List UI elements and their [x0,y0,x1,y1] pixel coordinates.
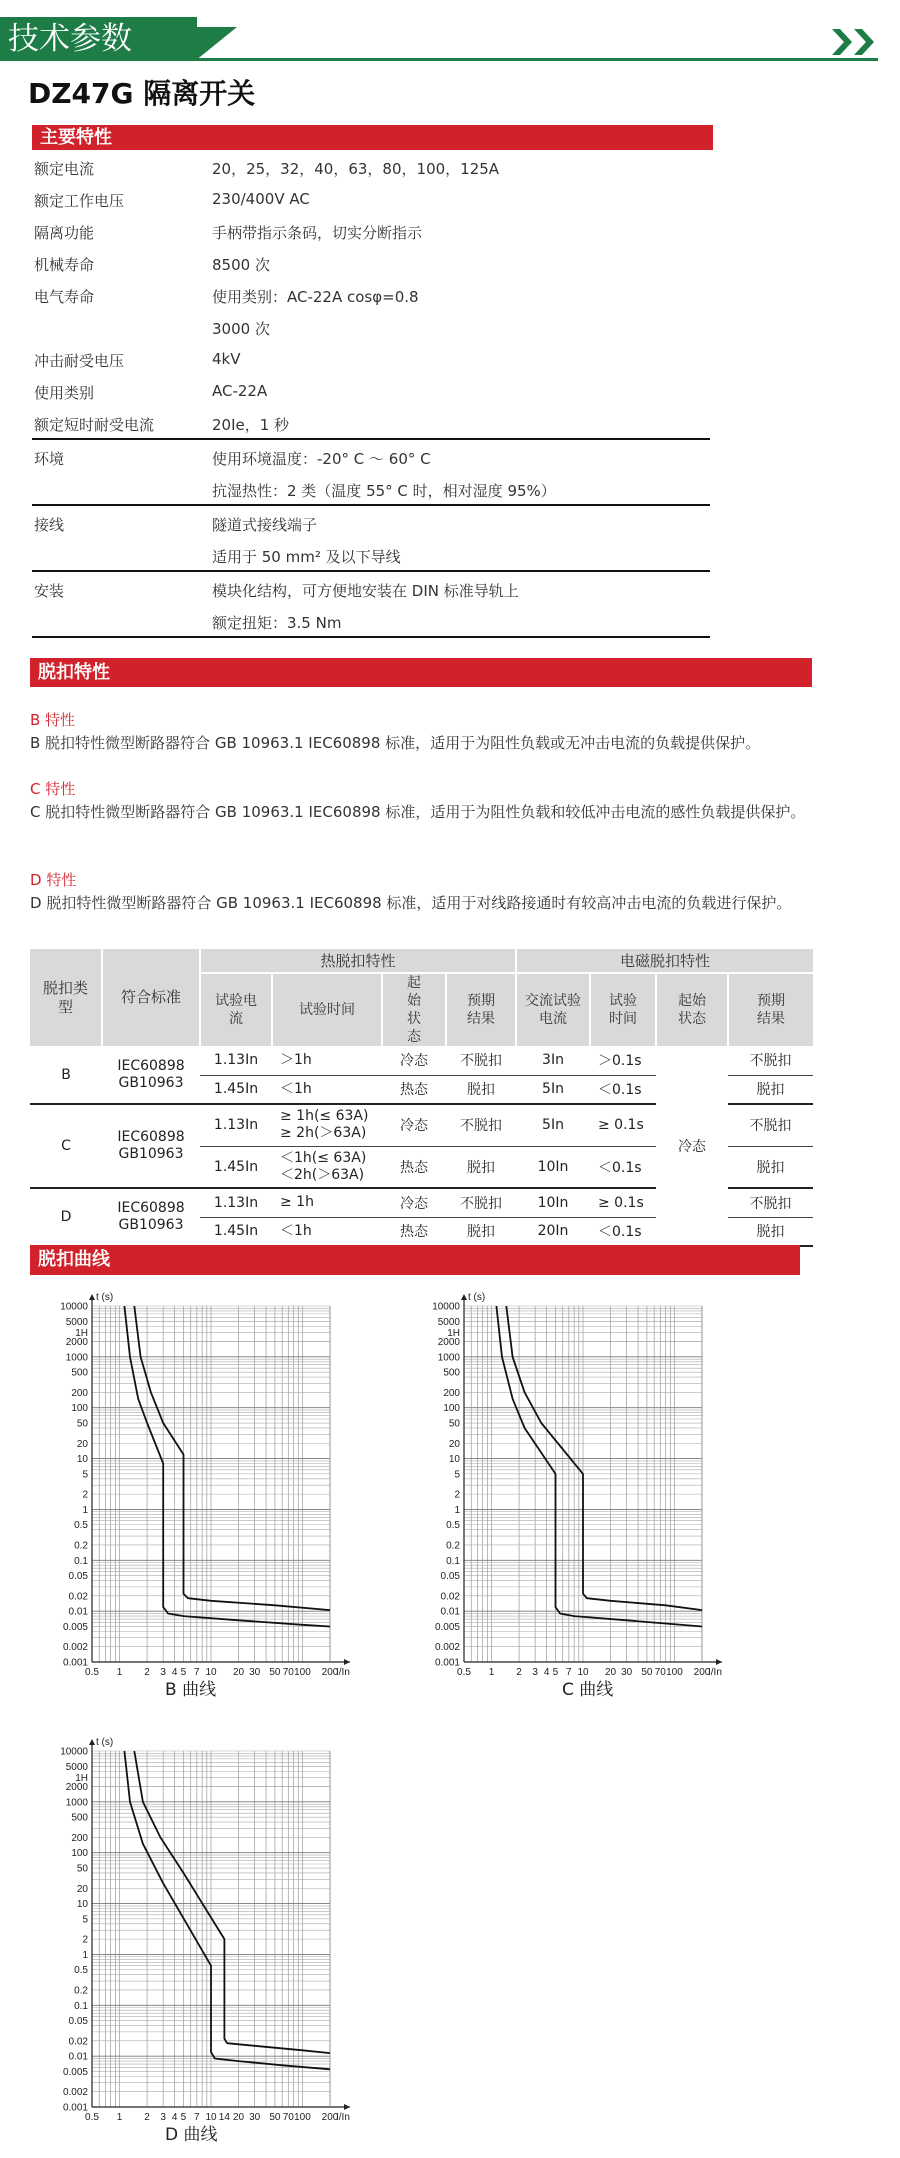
x-tick-label: 30 [621,1667,633,1678]
x-tick-label: 10 [205,1667,217,1678]
trip-curves-heading: 脱扣曲线 [30,1245,800,1275]
trip-characteristics-heading: 脱扣特性 [30,658,812,687]
x-tick-label: 4 [171,2112,178,2123]
type-cell: C [30,1104,102,1188]
y-tick-label: 0.2 [74,1985,88,1997]
x-tick-label: 5 [180,1667,187,1678]
trip-table [30,949,813,1247]
y-tick-label: 0.05 [440,1571,460,1583]
y-tick-label: 0.001 [62,2102,88,2114]
sub-header: 交流试验电流 [516,973,590,1046]
spec-label: 安装 [34,582,65,600]
spec-label: 隔离功能 [34,224,95,242]
y-tick-label: 10000 [432,1301,460,1313]
spec-value: 8500 次 [212,256,270,274]
ac-test-current-cell: 20In [516,1217,590,1246]
start-state-cell: 冷态 [382,1104,446,1146]
y-tick-label: 0.05 [68,1571,88,1583]
x-tick-label: 20 [232,2112,245,2123]
x-tick-label: 1 [116,2112,123,2123]
main-features-heading: 主要特性 [32,125,713,150]
spec-label: 冲击耐受电压 [34,352,125,370]
mag-result-cell: 脱扣 [728,1217,813,1246]
spec-label: 使用类别 [34,384,95,402]
ac-test-current-cell: 5In [516,1075,590,1104]
spec-row [32,604,710,636]
y-tick-label: 0.002 [62,2087,88,2099]
y-tick-label: 200 [71,1387,88,1399]
result-cell: 脱扣 [446,1217,516,1246]
y-tick-label: 200 [443,1387,460,1399]
y-tick-label: 5 [82,1914,88,1926]
y-tick-label: 20 [76,1438,88,1450]
trip-b-text: B 脱扣特性微型断路器符合 GB 10963.1 IEC60898 标准，适用于为阻性负载或无冲击电流的负载提供保护。 [30,734,761,752]
y-tick-label: 50 [448,1418,460,1430]
c-curve-title: C 曲线 [562,1680,614,1700]
spec-value: 模块化结构，可方便地安装在 DIN 标准导轨上 [212,582,519,600]
spec-value: 适用于 50 mm² 及以下导线 [212,548,401,566]
spec-row [32,342,710,374]
x-tick-label: 100 [294,1667,311,1678]
x-tick-label: 3 [532,1667,538,1678]
x-tick-label: 200 [321,2112,339,2123]
sub-header: 预期结果 [728,973,813,1046]
mag-result-cell: 不脱扣 [728,1046,813,1075]
ac-test-current-cell: 3In [516,1046,590,1075]
tab-corner [195,27,237,61]
y-tick-label: 1 [82,1949,88,1961]
test-current-cell: 1.45In [200,1075,272,1104]
trip-d-text: D 脱扣特性微型断路器符合 GB 10963.1 IEC60898 标准，适用于对线路接通时有较高冲击电流的负载进行保护。 [30,894,792,912]
d-curve-title: D 曲线 [165,2125,218,2145]
spec-row [32,246,710,278]
x-axis-label: I/In [708,1667,722,1678]
trip-curve-line [506,1306,702,1610]
x-tick-label: 5 [180,2112,187,2123]
trip-b-title: B 特性 [30,711,76,729]
x-axis-arrow [344,1659,350,1665]
mag-test-time-cell: ≥ 0.1s [590,1104,656,1146]
sub-header: 起始状态 [656,973,728,1046]
y-tick-label: 2 [82,1489,88,1501]
x-tick-label: 2 [144,1667,150,1678]
y-tick-label: 5 [454,1469,460,1481]
y-tick-label: 100 [443,1403,460,1415]
y-tick-label: 0.01 [68,2051,88,2063]
spec-row [32,406,710,438]
spec-row [32,278,710,310]
spec-value: 额定扭矩：3.5 Nm [212,614,342,632]
x-tick-label: 0.5 [85,1667,99,1678]
y-tick-label: 100 [71,1403,88,1415]
start-state-cell: 热态 [382,1075,446,1104]
y-axis-label: t (s) [96,1737,114,1748]
sub-header: 试验时间 [590,973,656,1046]
mag-test-time-cell: ＜0.1s [590,1217,656,1246]
test-current-cell: 1.13In [200,1046,272,1075]
y-tick-label: 0.02 [68,1591,88,1603]
mag-test-time-cell: ＜0.1s [590,1075,656,1104]
type-cell: D [30,1188,102,1246]
test-current-cell: 1.13In [200,1188,272,1217]
y-tick-label: 2000 [437,1337,460,1349]
spec-value: 使用类别：AC-22A cosφ=0.8 [212,288,419,306]
x-tick-label: 200 [321,1667,339,1678]
x-tick-label: 20 [232,1667,245,1678]
start-state-cell: 热态 [382,1217,446,1246]
y-tick-label: 1 [82,1504,88,1516]
y-tick-label: 0.005 [434,1621,460,1633]
d-curve-chart [30,1735,370,2125]
b-curve-title: B 曲线 [165,1680,217,1700]
x-tick-label: 50 [269,2112,281,2123]
table-row [30,1046,813,1075]
result-cell: 不脱扣 [446,1188,516,1217]
mag-test-time-cell: ＜0.1s [590,1146,656,1188]
spec-row [32,374,710,406]
y-tick-label: 0.5 [446,1520,460,1532]
x-tick-label: 20 [604,1667,617,1678]
x-tick-label: 1 [488,1667,495,1678]
x-axis-label: I/In [336,1667,350,1678]
x-tick-label: 14 [218,2112,230,2123]
y-tick-label: 10000 [60,1746,88,1758]
header-rule [0,58,878,61]
spec-row [32,182,710,214]
spec-row [32,150,710,182]
trip-b-block [30,709,825,755]
trip-curve-line [124,1751,330,2069]
y-tick-label: 0.2 [446,1540,460,1552]
y-tick-label: 20 [76,1883,88,1895]
spec-value: AC-22A [212,382,268,400]
x-tick-label: 7 [194,1667,200,1678]
x-tick-label: 10 [577,1667,589,1678]
x-tick-label: 3 [160,2112,166,2123]
double-chevron-right-icon[interactable] [832,26,880,58]
y-tick-label: 1H [75,1328,88,1340]
x-tick-label: 70 [282,1667,294,1678]
spec-value: 抗湿热性：2 类（温度 55° C 时，相对湿度 95%） [212,482,556,500]
spec-label: 环境 [34,450,65,468]
x-tick-label: 2 [144,2112,150,2123]
x-axis-label: I/In [336,2112,350,2123]
spec-value: 230/400V AC [212,190,310,208]
spec-label: 机械寿命 [34,256,95,274]
spec-row [32,506,710,538]
x-tick-label: 200 [693,1667,711,1678]
standard-cell: IEC60898 GB10963 [102,1104,200,1188]
y-tick-label: 0.001 [434,1657,460,1669]
y-tick-label: 1000 [437,1352,460,1364]
y-axis-label: t (s) [468,1292,486,1303]
standard-cell: IEC60898 GB10963 [102,1046,200,1104]
y-tick-label: 1H [447,1328,460,1340]
y-tick-label: 1000 [65,1797,88,1809]
test-current-cell: 1.13In [200,1104,272,1146]
y-tick-label: 0.002 [62,1642,88,1654]
y-axis-label: t (s) [96,1292,114,1303]
y-tick-label: 1000 [65,1352,88,1364]
x-tick-label: 5 [552,1667,559,1678]
y-tick-label: 10000 [60,1301,88,1313]
spec-label: 额定电流 [34,160,95,178]
x-tick-label: 7 [566,1667,572,1678]
page-title: DZ47G 隔离开关 [28,77,256,110]
b-curve-chart [30,1290,370,1680]
sub-header: 起始状态 [382,973,446,1046]
spec-row [32,214,710,246]
trip-c-text: C 脱扣特性微型断路器符合 GB 10963.1 IEC60898 标准，适用于为阻性负载和较低冲击电流的感性负载提供保护。 [30,803,806,821]
x-tick-label: 2 [516,1667,522,1678]
y-tick-label: 0.1 [74,2000,88,2012]
x-tick-label: 3 [160,1667,166,1678]
x-tick-label: 100 [294,2112,311,2123]
y-axis-arrow [89,1739,95,1745]
x-tick-label: 50 [641,1667,653,1678]
y-tick-label: 0.01 [440,1606,460,1618]
mag-start-state-cell: 冷态 [656,1046,728,1246]
y-tick-label: 1H [75,1773,88,1785]
spec-row [32,440,710,472]
x-tick-label: 1 [116,1667,123,1678]
y-tick-label: 50 [76,1863,88,1875]
col-group-magnetic: 电磁脱扣特性 [516,949,813,973]
y-tick-label: 5000 [65,1761,88,1773]
spec-row [32,472,710,504]
result-cell: 脱扣 [446,1146,516,1188]
test-time-cell: ＜1h(≤ 63A) ＜2h(＞63A) [272,1146,382,1188]
x-axis-arrow [716,1659,722,1665]
mag-test-time-cell: ≥ 0.1s [590,1188,656,1217]
x-tick-label: 0.5 [457,1667,471,1678]
x-tick-label: 70 [282,2112,294,2123]
y-tick-label: 200 [71,1832,88,1844]
y-tick-label: 5000 [65,1316,88,1328]
test-current-cell: 1.45In [200,1217,272,1246]
type-cell: B [30,1046,102,1104]
trip-d-block [30,869,825,915]
test-time-cell: ＞1h [272,1046,382,1075]
spec-label: 额定工作电压 [34,192,125,210]
y-tick-label: 2 [82,1934,88,1946]
spec-value: 20，25，32，40，63，80，100，125A [212,160,500,178]
trip-c-block [30,778,825,824]
spec-divider [32,636,710,638]
c-curve-chart [402,1290,742,1680]
ac-test-current-cell: 5In [516,1104,590,1146]
y-tick-label: 2 [454,1489,460,1501]
spec-row [32,310,710,342]
y-tick-label: 10 [76,1454,88,1466]
test-time-cell: ＜1h [272,1217,382,1246]
spec-row [32,538,710,570]
y-tick-label: 10 [448,1454,460,1466]
y-axis-arrow [461,1294,467,1300]
spec-value: 3000 次 [212,320,270,338]
y-tick-label: 0.01 [68,1606,88,1618]
mag-result-cell: 脱扣 [728,1146,813,1188]
result-cell: 不脱扣 [446,1104,516,1146]
y-tick-label: 0.005 [62,1621,88,1633]
y-tick-label: 0.2 [74,1540,88,1552]
col-group-thermal: 热脱扣特性 [200,949,516,973]
y-tick-label: 0.002 [434,1642,460,1654]
result-cell: 脱扣 [446,1075,516,1104]
spec-value: 手柄带指示条码，切实分断指示 [212,224,423,242]
y-tick-label: 500 [71,1812,88,1824]
y-tick-label: 100 [71,1848,88,1860]
section-header [0,0,900,66]
spec-label: 额定短时耐受电流 [34,416,155,434]
y-tick-label: 50 [76,1418,88,1430]
sub-header: 试验时间 [272,973,382,1046]
x-tick-label: 10 [205,2112,217,2123]
col-header-type: 脱扣类型 [30,949,102,1046]
x-tick-label: 4 [543,1667,550,1678]
sub-header: 试验电流 [200,973,272,1046]
x-tick-label: 30 [249,2112,261,2123]
y-tick-label: 0.005 [62,2066,88,2078]
ac-test-current-cell: 10In [516,1146,590,1188]
col-header-standard: 符合标准 [102,949,200,1046]
start-state-cell: 冷态 [382,1188,446,1217]
y-axis-arrow [89,1294,95,1300]
sub-header: 预期结果 [446,973,516,1046]
y-tick-label: 0.1 [74,1555,88,1567]
x-tick-label: 50 [269,1667,281,1678]
spec-value: 使用环境温度：-20° C ～ 60° C [212,450,431,468]
test-current-cell: 1.45In [200,1146,272,1188]
y-tick-label: 5 [82,1469,88,1481]
ac-test-current-cell: 10In [516,1188,590,1217]
x-tick-label: 100 [666,1667,683,1678]
y-tick-label: 2000 [65,1782,88,1794]
y-tick-label: 0.05 [68,2016,88,2028]
x-tick-label: 7 [194,2112,200,2123]
y-tick-label: 2000 [65,1337,88,1349]
y-tick-label: 500 [71,1367,88,1379]
spec-value: 4kV [212,350,241,368]
y-tick-label: 0.5 [74,1965,88,1977]
mag-result-cell: 脱扣 [728,1075,813,1104]
y-tick-label: 0.1 [446,1555,460,1567]
y-tick-label: 10 [76,1899,88,1911]
test-time-cell: ＜1h [272,1075,382,1104]
spec-label: 接线 [34,516,65,534]
trip-c-title: C 特性 [30,780,76,798]
test-time-cell: ≥ 1h [272,1188,382,1217]
x-tick-label: 70 [654,1667,666,1678]
y-tick-label: 0.001 [62,1657,88,1669]
test-time-cell: ≥ 1h(≤ 63A) ≥ 2h(＞63A) [272,1104,382,1146]
start-state-cell: 冷态 [382,1046,446,1075]
spec-value: 20Ie，1 秒 [212,416,290,434]
section-tab: 技术参数 [0,17,197,61]
spec-label: 电气寿命 [34,288,95,306]
mag-result-cell: 不脱扣 [728,1104,813,1146]
standard-cell: IEC60898 GB10963 [102,1188,200,1246]
mag-test-time-cell: ＞0.1s [590,1046,656,1075]
y-tick-label: 1 [454,1504,460,1516]
trip-d-title: D 特性 [30,871,77,889]
x-axis-arrow [344,2104,350,2110]
y-tick-label: 5000 [437,1316,460,1328]
spec-value: 隧道式接线端子 [212,516,318,534]
result-cell: 不脱扣 [446,1046,516,1075]
y-tick-label: 20 [448,1438,460,1450]
y-tick-label: 500 [443,1367,460,1379]
y-tick-label: 0.02 [68,2036,88,2048]
x-tick-label: 4 [171,1667,178,1678]
x-tick-label: 30 [249,1667,261,1678]
main-features-list [32,150,710,638]
spec-row [32,572,710,604]
y-tick-label: 0.5 [74,1520,88,1532]
y-tick-label: 0.02 [440,1591,460,1603]
mag-result-cell: 不脱扣 [728,1188,813,1217]
start-state-cell: 热态 [382,1146,446,1188]
x-tick-label: 0.5 [85,2112,99,2123]
